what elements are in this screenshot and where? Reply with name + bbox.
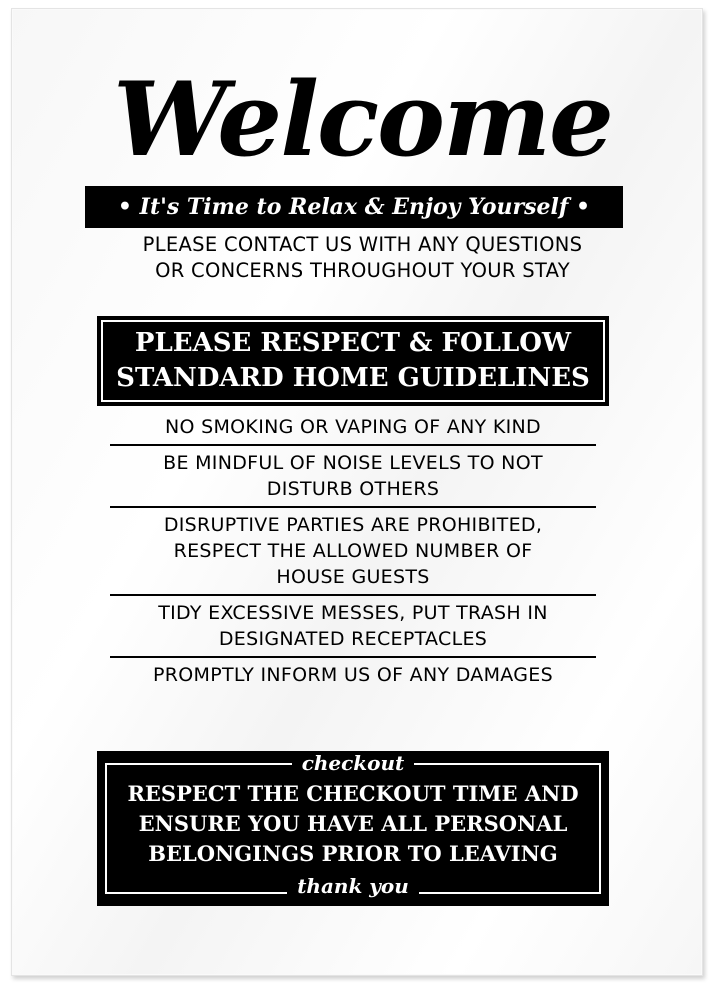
checkout-label — [97, 751, 609, 775]
rule-line: TIDY EXCESSIVE MESSES, PUT TRASH IN — [158, 602, 548, 624]
checkout-line: RESPECT THE CHECKOUT TIME AND — [127, 781, 579, 806]
rule-line: BE MINDFUL OF NOISE LEVELS TO NOT — [163, 452, 543, 474]
contact-line: PLEASE CONTACT US WITH ANY QUESTIONS — [142, 233, 583, 256]
bullet-right-icon: • — [576, 194, 591, 220]
rule-line: RESPECT THE ALLOWED NUMBER OF — [173, 540, 533, 562]
guidelines-heading-line: STANDARD HOME GUIDELINES — [116, 363, 590, 393]
checkout-line: BELONGINGS PRIOR TO LEAVING — [148, 841, 558, 866]
rule-line: DISTURB OTHERS — [266, 478, 440, 500]
tagline-banner — [85, 186, 623, 228]
rule-line: PROMPTLY INFORM US OF ANY DAMAGES — [153, 664, 553, 686]
rule-item — [110, 508, 596, 594]
welcome-title: Welcome — [113, 60, 612, 180]
checkout-line: ENSURE YOU HAVE ALL PERSONAL — [138, 811, 568, 836]
rule-line: DISRUPTIVE PARTIES ARE PROHIBITED, — [163, 514, 543, 536]
bullet-left-icon: • — [117, 194, 132, 220]
contact-line: OR CONCERNS THROUGHOUT YOUR STAY — [155, 259, 570, 282]
rule-item — [110, 410, 596, 444]
tagline-text: It's Time to Relax & Enjoy Yourself — [139, 194, 569, 220]
rule-item — [110, 446, 596, 506]
rule-item — [110, 658, 596, 692]
contact-message — [0, 232, 725, 284]
rule-line: HOUSE GUESTS — [276, 566, 430, 588]
rules-list — [110, 410, 596, 692]
guidelines-heading-line: PLEASE RESPECT & FOLLOW — [134, 328, 572, 358]
checkout-closing-text: thank you — [287, 874, 419, 898]
guidelines-heading — [101, 320, 605, 402]
checkout-box — [97, 751, 609, 906]
checkout-label-text: checkout — [292, 751, 415, 775]
rule-item — [110, 596, 596, 656]
rule-line: NO SMOKING OR VAPING OF ANY KIND — [165, 416, 541, 438]
rule-line: DESIGNATED RECEPTACLES — [218, 628, 488, 650]
guidelines-heading-box — [97, 316, 609, 406]
checkout-closing — [97, 874, 609, 898]
checkout-message — [97, 779, 609, 869]
